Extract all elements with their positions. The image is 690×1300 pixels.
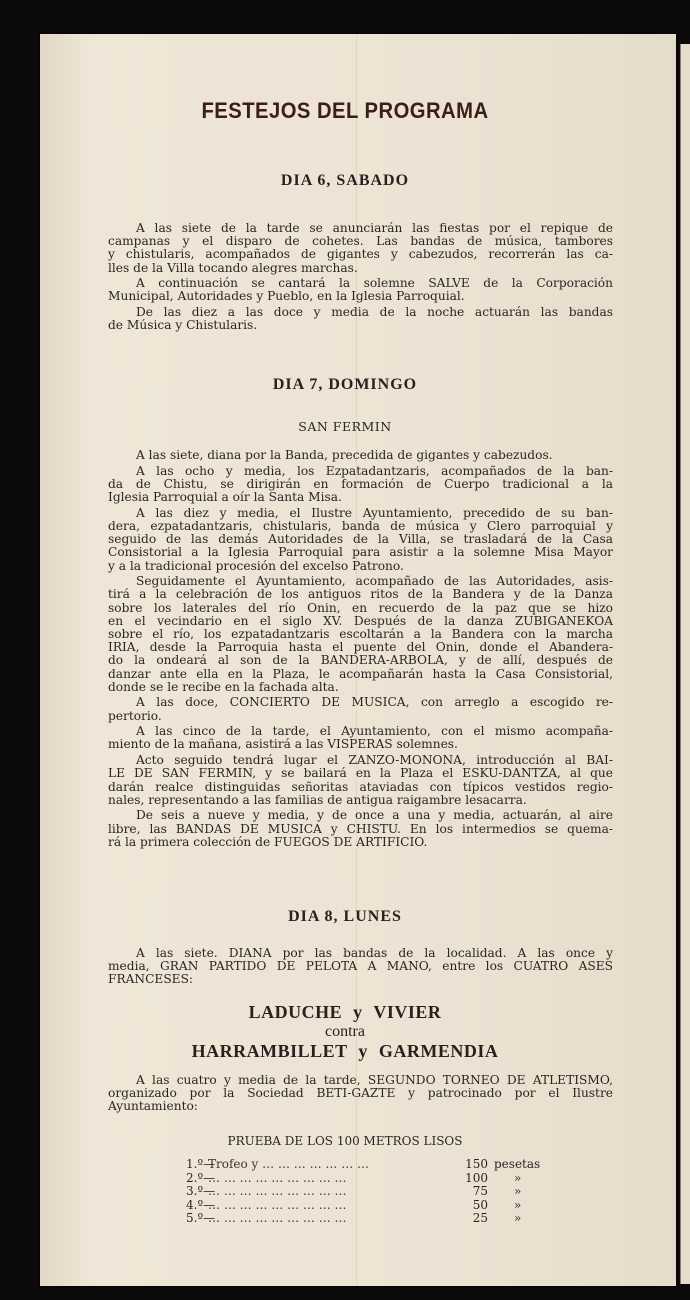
text-line: lles de la Villa tocando alegres marchas. — [108, 261, 358, 275]
text-line: A las cinco de la tarde, el Ayuntamiento, con el mismo acompaña- — [136, 725, 613, 739]
day-7-subheading: SAN FERMIN — [298, 419, 392, 434]
prize-row — [186, 1158, 574, 1172]
day-heading-6: DIA 6, SABADO — [280, 172, 410, 189]
text-line: libre, las BANDAS DE MUSICA y CHISTU. En los intermedios se quema- — [108, 822, 613, 836]
paragraph — [108, 449, 613, 462]
match-team-2: HARRAMBILLET y GARMENDIA — [191, 1041, 499, 1061]
paragraph — [108, 222, 613, 275]
prize-row — [186, 1212, 574, 1226]
text-line: sobre el río, los ezpatadantzaris escoltarán a la Bandera con la marcha — [108, 627, 613, 641]
text-line: A las siete. DIANA por las bandas de la localidad. A las once y — [136, 947, 613, 960]
prize-unit: » — [514, 1170, 522, 1185]
prize-list — [186, 1158, 574, 1226]
prize-amount: 50 — [472, 1197, 488, 1212]
text-line: en el vecindario en el siglo XV. Después de la danza ZUBIGAÑEKOA — [108, 614, 613, 628]
text-line: Iglesia Parroquial a oír la Santa Misa. — [108, 491, 342, 505]
text-line: rá la primera colección de FUEGOS DE ARTIFICIO. — [108, 835, 428, 849]
prize-unit: » — [514, 1184, 522, 1198]
text-line: da de Chistu, se dirigirán en formación de Cuerpo tradicional a la — [108, 477, 613, 491]
day-8-text — [108, 947, 613, 989]
text-line: A continuación se cantará la solemne SALVE de la Corporación — [136, 277, 613, 291]
text-line: tirá a la celebración de los antiguos ritos de la Bandera y de la Danza — [108, 588, 613, 602]
paragraph — [108, 306, 613, 332]
text-line: A las diez y media, el Ilustre Ayuntamiento, precedido de su ban- — [136, 506, 613, 520]
text-line: dera, ezpatadantzaris, chistularis, banda de música y Clero parroquial y — [108, 519, 613, 533]
text-line: organizado por la Sociedad BETI-GAZTE y patrocinado por el Ilustre — [108, 1087, 613, 1101]
day-6-text — [108, 222, 613, 335]
text-line: IRIA, desde la Parroquia hasta el puente del Onin, donde el Abandera- — [108, 641, 613, 655]
text-line: De las diez a las doce y media de la noche actuarán las bandas — [136, 306, 613, 320]
prize-amount: 150 — [465, 1157, 488, 1171]
text-line: Seguidamente el Ayuntamiento, acompañado de las Autoridades, asis- — [136, 575, 613, 589]
prize-place: 1.º— — [186, 1157, 216, 1171]
next-page-edge — [680, 44, 690, 1284]
text-line: campanas y el disparo de cohetes. Las bandas de música, tambores — [108, 235, 613, 249]
paragraph — [108, 696, 613, 722]
text-line: Consistorial a la Iglesia Parroquial para asistir a la solemne Misa Mayor — [108, 546, 613, 560]
text-line: y a la tradicional procesión del excelso Patrono. — [108, 559, 404, 573]
prize-label: … … … … … … … … … — [208, 1212, 347, 1225]
text-line: FRANCESES: — [108, 973, 194, 987]
prize-place: 5.º— — [186, 1211, 216, 1225]
prize-label: … … … … … … … … … — [208, 1198, 347, 1212]
prize-unit: pesetas — [494, 1157, 541, 1171]
prize-row — [186, 1185, 574, 1199]
prize-place: 3.º— — [186, 1184, 216, 1198]
paragraph — [108, 947, 613, 987]
text-line: miento de la mañana, asistirá a las VISPERAS solemnes. — [108, 738, 458, 752]
match-team-1: LADUCHE y VIVIER — [248, 1002, 442, 1022]
text-line: donde se le recibe en la fachada alta. — [108, 680, 339, 694]
text-line: media, GRAN PARTIDO DE PELOTA A MANO, entre los CUATRO ASES — [108, 960, 613, 974]
paragraph — [108, 277, 613, 303]
prize-row — [186, 1199, 574, 1213]
text-line: y chistularis, acompañados de gigantes y cabezudos, recorrerán las ca- — [108, 248, 613, 262]
text-line: danzar ante ella en la Plaza, le acompañarán hasta la Casa Consistorial, — [108, 667, 613, 681]
text-line: nales, representando a las familias de antigua raigambre lesacarra. — [108, 793, 527, 807]
day-heading-7: DIA 7, DOMINGO — [272, 376, 418, 393]
prize-label: Trofeo y … … … … … … … — [208, 1158, 370, 1171]
paragraph — [108, 754, 613, 807]
athletics-text — [108, 1074, 613, 1116]
paragraph — [108, 507, 613, 573]
text-line: Acto seguido tendrá lugar el ZANZO-MOÑOÑA, introducción al BAI- — [136, 754, 613, 768]
text-line: pertorio. — [108, 709, 162, 723]
pelota-match — [0, 1002, 690, 1062]
day-7-text — [108, 449, 613, 851]
paragraph — [108, 725, 613, 751]
text-line: LE DE SAN FERMIN, y se bailará en la Plaza el ESKU-DANTZA, al que — [108, 767, 613, 781]
text-line: Ayuntamiento: — [108, 1100, 198, 1114]
page-title: FESTEJOS DEL PROGRAMA — [201, 98, 489, 123]
prize-row — [186, 1172, 574, 1186]
text-line: darán realce distinguidas señoritas ataviadas con típicos vestidos regio- — [108, 780, 613, 794]
prize-unit: » — [514, 1197, 522, 1212]
prize-place: 4.º— — [186, 1197, 216, 1212]
text-line: seguido de las demás Autoridades de la Villa, se trasladará de la Casa — [108, 533, 613, 547]
text-line: De seis a nueve y media, y de once a una y media, actuarán, al aire — [136, 809, 613, 823]
event-title: PRUEBA DE LOS 100 METROS LISOS — [227, 1134, 463, 1148]
prize-unit: » — [514, 1211, 522, 1225]
paragraph — [108, 575, 613, 694]
match-versus: contra — [325, 1023, 365, 1040]
day-heading-8: DIA 8, LUNES — [288, 908, 402, 925]
prize-label: … … … … … … … … … — [208, 1185, 347, 1198]
prize-label: … … … … … … … … … — [208, 1171, 347, 1185]
text-line: A las doce, CONCIERTO DE MUSICA, con arreglo a escogido re- — [136, 696, 613, 710]
text-line: A las ocho y media, los Ezpatadantzaris, acompañados de la ban- — [136, 464, 613, 478]
paragraph — [108, 809, 613, 849]
text-line: sobre los laterales del río Onin, en recuerdo de la paz que se hizo — [108, 601, 613, 615]
text-line: de Música y Chistularis. — [108, 319, 258, 333]
text-line: A las siete, diana por la Banda, precedida de gigantes y cabezudos. — [136, 449, 553, 462]
text-line: do la ondeará al son de la BANDERA-ARBOLA, y de allí, después de — [108, 654, 613, 668]
text-line: Municipal, Autoridades y Pueblo, en la Iglesia Parroquial. — [108, 290, 465, 304]
paragraph — [108, 465, 613, 505]
prize-amount: 25 — [472, 1211, 488, 1225]
text-line: A las cuatro y media de la tarde, SEGUNDO TORNEO DE ATLETISMO, — [136, 1074, 613, 1087]
prize-place: 2.º— — [186, 1170, 216, 1185]
paragraph — [108, 1074, 613, 1114]
prize-amount: 75 — [472, 1184, 488, 1198]
prize-amount: 100 — [465, 1170, 488, 1185]
text-line: A las siete de la tarde se anunciarán las fiestas por el repique de — [136, 222, 613, 235]
